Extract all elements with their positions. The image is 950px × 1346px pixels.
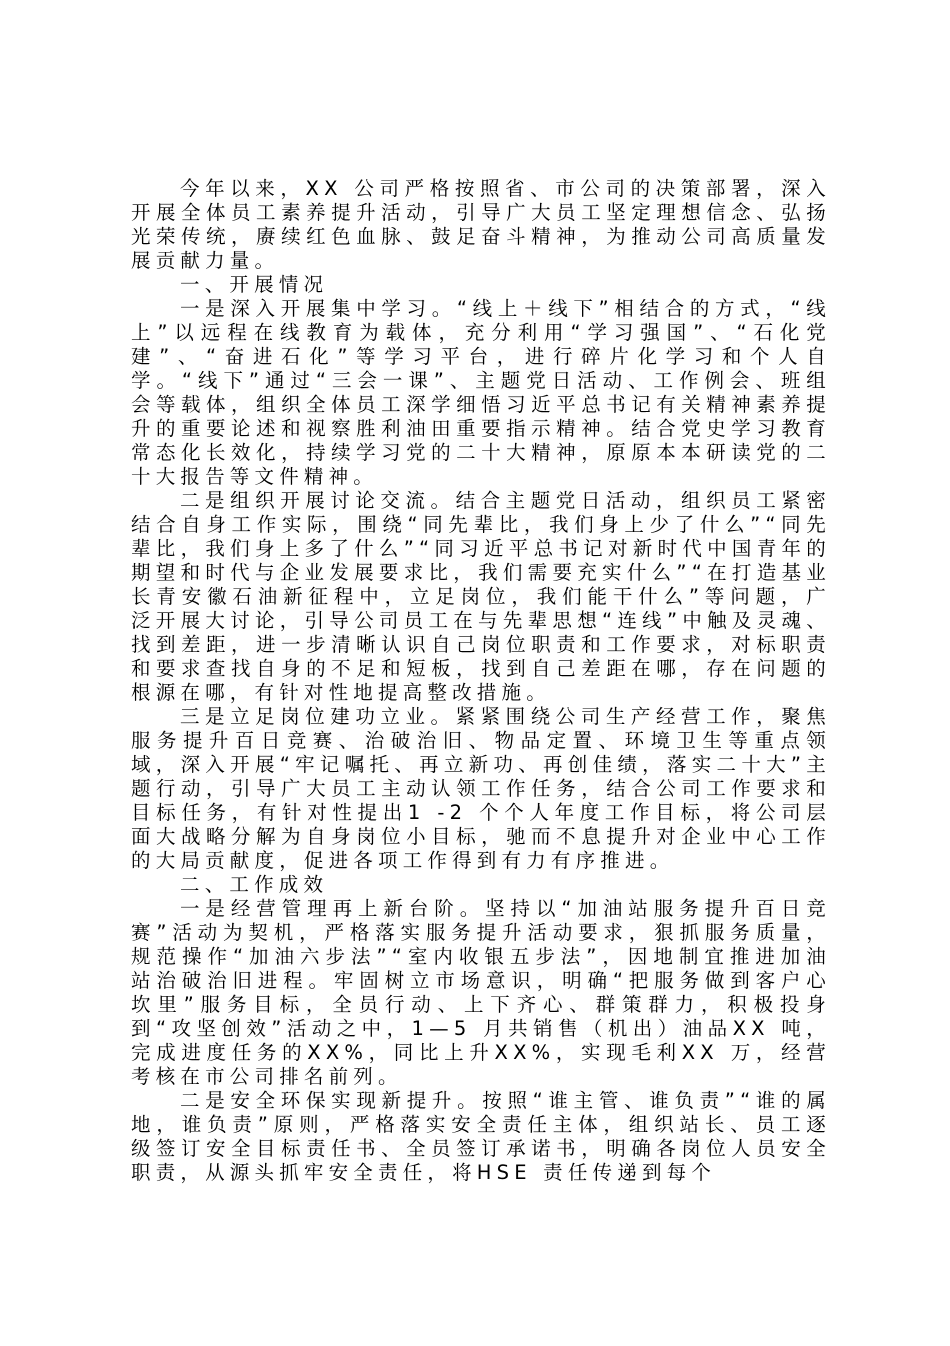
document-body bbox=[131, 177, 831, 1185]
section-heading-situation: 一、开展情况 bbox=[180, 273, 329, 296]
paragraph-safety-environment: 二是安全环保实现新提升。按照“谁主管、谁负责”“谁的属地，谁负责”原则，严格落实安全责任主体，组织站长、员工逐级签订安全目标责任书、全员签订承诺书，明确各岗位人员安全职责，从源头抓牢安全责任，将HSE 责任传递到每个 bbox=[131, 1089, 831, 1184]
section-heading-results: 二、工作成效 bbox=[180, 873, 329, 896]
intro-paragraph: 今年以来，XX 公司严格按照省、市公司的决策部署，深入开展全体员工素养提升活动，引导广大员工坚定理想信念、弘扬光荣传统，赓续红色血脉、鼓足奋斗精神，为推动公司高质量发展贡献力量。 bbox=[131, 177, 831, 272]
paragraph-operations-management: 一是经营管理再上新台阶。坚持以“加油站服务提升百日竞赛”活动为契机，严格落实服务提升活动要求，狠抓服务质量，规范操作“加油六步法”“室内收银五步法”，因地制宜推进加油站治破治旧进程。牢固树立市场意识，明确“把服务做到客户心坎里”服务目标，全员行动、上下齐心、群策群力，积极投身到“攻坚创效”活动之中，1—5 月共销售（机出）油品XX 吨，完成进度任务的XX%，同比上升XX%，实现毛利XX 万，经营考核在市公司排名前列。 bbox=[131, 897, 831, 1088]
paragraph-discussion-exchange: 二是组织开展讨论交流。结合主题党日活动，组织员工紧密结合自身工作实际，围绕“同先辈比，我们身上少了什么”“同先辈比，我们身上多了什么”“同习近平总书记对新时代中国青年的期望和时代与企业发展要求比，我们需要充实什么”“在打造基业长青安徽石油新征程中，立足岗位，我们能干什么”等问题，广泛开展大讨论，引导公司员工在与先辈思想“连线”中触及灵魂、找到差距，进一步清晰认识自己岗位职责和工作要求，对标职责和要求查找自身的不足和短板，找到自己差距在哪，存在问题的根源在哪，有针对性地提高整改措施。 bbox=[131, 489, 831, 704]
paragraph-centralized-study: 一是深入开展集中学习。“线上＋线下”相结合的方式，“线上”以远程在线教育为载体，充分利用“学习强国”、“石化党建”、“奋进石化”等学习平台，进行碎片化学习和个人自学。“线下”通过“三会一课”、主题党日活动、工作例会、班组会等载体，组织全体员工深学细悟习近平总书记有关精神素养提升的重要论述和视察胜利油田重要指示精神。结合党史学习教育常态化长效化，持续学习党的二十大精神，原原本本研读党的二十大报告等文件精神。 bbox=[131, 297, 831, 488]
paragraph-job-contribution: 三是立足岗位建功立业。紧紧围绕公司生产经营工作，聚焦服务提升百日竞赛、治破治旧、物品定置、环境卫生等重点领域，深入开展“牢记嘱托、再立新功、再创佳绩，落实二十大”主题行动，引导广大员工主动认领工作任务，结合公司工作要求和目标任务，有针对性提出1 -2 个个人年度工作目标，将公司层面大战略分解为自身岗位小目标，驰而不息提升对企业中心工作的大局贡献度，促进各项工作得到有力有序推进。 bbox=[131, 705, 831, 872]
